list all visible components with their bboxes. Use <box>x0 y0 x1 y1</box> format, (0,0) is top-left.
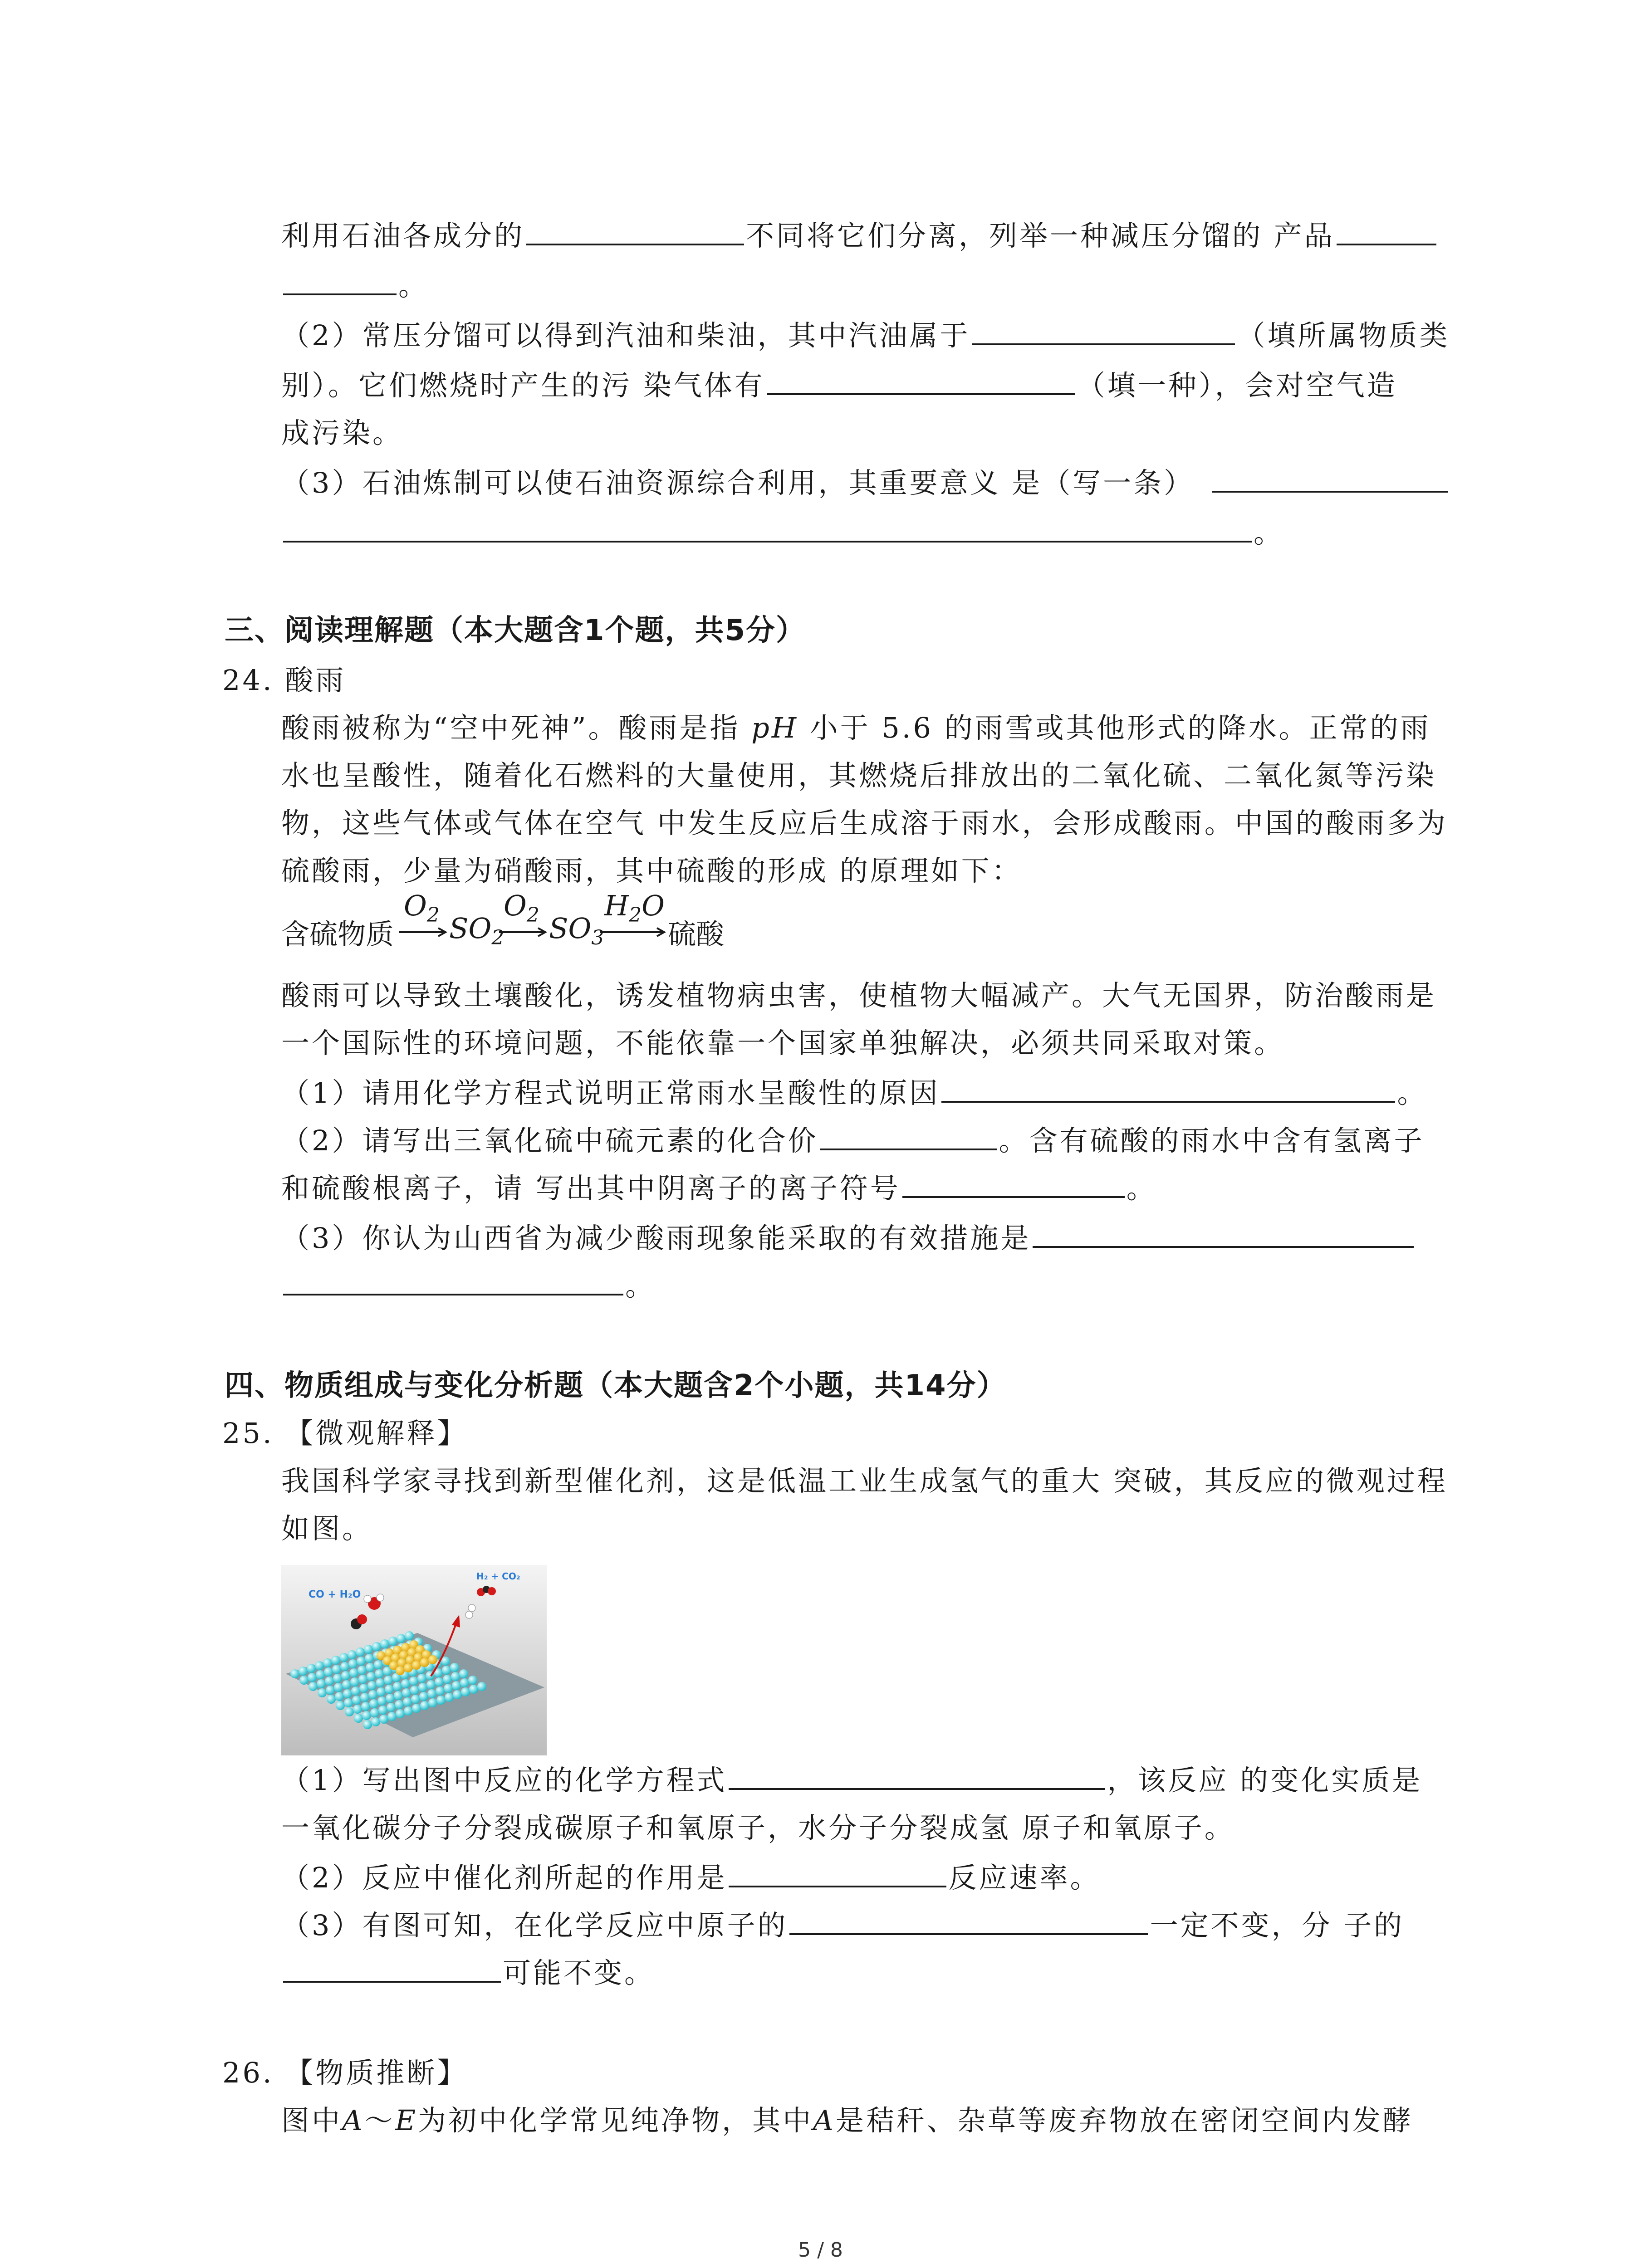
support-atom <box>367 1672 376 1681</box>
text-line: 物，这些气体或气体在空气 中发生反应后生成溶于雨水，会形成酸雨。中国的酸雨多为 <box>281 807 1448 840</box>
support-atom <box>331 1656 340 1665</box>
text-line: 别）。它们燃烧时产生的污 染气体有 （填一种），会对空气造 <box>281 365 1397 406</box>
support-atom <box>402 1688 411 1697</box>
text-line: 酸雨被称为“空中死神”。酸雨是指 pH 小于 5.6 的雨雪或其他形式的降水。正常的雨 <box>281 711 1431 744</box>
text-line: 和硫酸根离子，请 写出其中阴离子的离子符号 。 <box>281 1168 1157 1209</box>
support-atom <box>393 1682 402 1691</box>
support-atom <box>365 1654 374 1663</box>
support-atom <box>460 1678 469 1687</box>
support-atom <box>369 1699 378 1708</box>
support-atom <box>380 1639 389 1648</box>
gold-atom <box>396 1666 405 1675</box>
support-atom <box>443 1675 452 1684</box>
support-atom <box>299 1667 308 1676</box>
answer-blank[interactable] <box>789 1905 1148 1935</box>
support-atom <box>364 1645 373 1654</box>
support-atom <box>395 1700 404 1709</box>
support-atom <box>358 1666 367 1675</box>
support-atom <box>426 1680 436 1689</box>
support-atom <box>362 1711 371 1720</box>
support-atom <box>445 1693 454 1702</box>
support-atom <box>370 1708 379 1717</box>
text-line: 图中A～E为初中化学常见纯净物，其中A是秸秆、杂草等废弃物放在密闭空间内发酵 <box>281 2104 1413 2137</box>
figure-label-reactants: CO + H₂O <box>309 1589 361 1600</box>
support-atom <box>435 1677 444 1686</box>
hydrogen-atom <box>468 1604 475 1612</box>
reaction-arrow <box>498 925 548 939</box>
question-number: 26. 【物质推断】 <box>222 2056 468 2089</box>
support-atom <box>386 1694 395 1703</box>
page-number: 5 / 8 <box>798 2239 843 2262</box>
answer-blank[interactable] <box>941 1073 1395 1103</box>
support-atom <box>444 1684 453 1693</box>
answer-blank[interactable] <box>283 513 1252 543</box>
support-atom <box>323 1658 332 1667</box>
support-atom <box>325 1677 334 1686</box>
question-number: 24. 酸雨 <box>222 664 346 697</box>
support-atom <box>350 1677 359 1686</box>
support-atom <box>354 1714 363 1723</box>
support-atom <box>339 1653 348 1662</box>
support-atom <box>404 1706 413 1716</box>
text-line: 利用石油各成分的 不同将它们分离，列举一种减压分馏的 产品 <box>281 215 1438 256</box>
support-atom <box>334 1683 343 1692</box>
support-atom <box>417 1674 426 1683</box>
text-line: 。 <box>281 265 429 306</box>
support-atom <box>353 1705 362 1714</box>
support-atom <box>336 1701 345 1710</box>
support-atom <box>357 1657 366 1666</box>
support-atom <box>344 1698 353 1707</box>
support-atom <box>385 1685 394 1694</box>
text-line: 酸雨可以导致土壤酸化，诱发植物病虫害，使植物大幅减产。大气无国界，防治酸雨是 <box>281 979 1437 1012</box>
support-atom <box>411 1695 420 1704</box>
support-atom <box>403 1697 412 1706</box>
support-atom <box>377 1687 386 1696</box>
hydrogen-atom <box>377 1594 384 1601</box>
support-atom <box>379 1715 388 1724</box>
support-atom <box>453 1690 462 1699</box>
answer-blank[interactable] <box>729 1760 1105 1790</box>
support-atom <box>327 1695 336 1704</box>
support-atom <box>427 1689 436 1698</box>
text-line: 如图。 <box>281 1512 373 1545</box>
support-atom <box>332 1665 341 1674</box>
text-line: 可能不变。 <box>281 1953 655 1994</box>
text-line: （3）石油炼制可以使石油资源综合利用，其重要意义 是（写一条） <box>281 463 1450 503</box>
support-atom <box>420 1701 429 1710</box>
support-atom <box>371 1717 380 1726</box>
support-atom <box>397 1634 406 1643</box>
gold-atom <box>428 1655 437 1664</box>
support-atom <box>351 1686 360 1696</box>
support-atom <box>358 1675 367 1684</box>
reaction-arrow <box>599 925 667 939</box>
text-line: （3）有图可知，在化学反应中原子的 一定不变，分 子的 <box>281 1905 1404 1946</box>
support-atom <box>324 1667 333 1677</box>
text-line: 。 <box>281 1266 656 1306</box>
answer-blank[interactable] <box>1033 1218 1414 1248</box>
catalyst-reaction-figure <box>281 1565 547 1755</box>
text-line: 成污染。 <box>281 416 403 450</box>
support-atom <box>315 1661 324 1670</box>
section-heading: 四、物质组成与变化分析题（本大题含2个小题，共14分） <box>225 1369 1007 1403</box>
support-atom <box>308 1673 317 1682</box>
support-atom <box>342 1680 351 1689</box>
support-atom <box>361 1702 370 1711</box>
answer-blank[interactable] <box>283 265 397 295</box>
support-atom <box>409 1677 418 1686</box>
support-atom <box>436 1696 446 1705</box>
support-atom <box>428 1698 437 1707</box>
support-atom <box>317 1679 326 1688</box>
support-atom <box>377 1696 387 1706</box>
arrow-label-h2o: $H_2O$ <box>604 889 665 927</box>
support-atom <box>388 1637 397 1646</box>
answer-blank[interactable] <box>902 1168 1125 1198</box>
support-atom <box>345 1707 354 1716</box>
support-atom <box>410 1686 419 1695</box>
support-atom <box>378 1706 387 1715</box>
support-atom <box>461 1687 470 1696</box>
support-atom <box>333 1674 342 1683</box>
support-atom <box>419 1692 428 1701</box>
support-atom <box>436 1686 445 1696</box>
answer-blank[interactable] <box>820 1120 997 1150</box>
gold-atom <box>404 1663 413 1672</box>
support-atom <box>450 1663 459 1672</box>
support-atom <box>366 1663 375 1672</box>
support-atom <box>469 1685 478 1694</box>
formula-so3: $SO_3$ <box>549 912 604 949</box>
support-atom <box>384 1676 393 1685</box>
support-atom <box>348 1650 357 1659</box>
text-line: （2）请写出三氧化硫中硫元素的化合价 。含有硫酸的雨水中含有氢离子 <box>281 1120 1424 1161</box>
answer-blank[interactable] <box>767 365 1075 395</box>
support-atom <box>396 1709 405 1718</box>
support-atom <box>340 1662 349 1671</box>
text-line: （2）反应中催化剂所起的作用是 反应速率。 <box>281 1857 1100 1898</box>
text-line: 一个国际性的环境问题，不能依靠一个国家单独解决，必须共同采取对策。 <box>281 1026 1285 1060</box>
answer-blank[interactable] <box>283 1266 623 1295</box>
figure-label-products: H₂ + CO₂ <box>476 1571 520 1582</box>
support-atom <box>412 1704 421 1713</box>
support-atom <box>316 1670 325 1679</box>
arrow-label-o2: $O_2$ <box>404 889 440 927</box>
support-atom <box>352 1696 361 1705</box>
answer-blank[interactable] <box>972 315 1235 345</box>
text-line: （3）你认为山西省为减少酸雨现象能采取的有效措施是 <box>281 1218 1416 1259</box>
text-line: 我国科学家寻找到新型催化剂，这是低温工业生成氢气的重大 突破，其反应的微观过程 <box>281 1464 1448 1497</box>
support-atom <box>363 1720 372 1729</box>
support-atom <box>401 1679 410 1688</box>
chain-start: 含硫物质 <box>281 918 394 951</box>
support-atom <box>418 1683 427 1692</box>
support-atom <box>307 1664 316 1673</box>
gold-atom <box>412 1661 421 1670</box>
support-atom <box>368 1690 377 1699</box>
text-line: 硫酸雨，少量为硝酸雨，其中硫酸的形成 的原理如下： <box>281 854 1022 887</box>
text-line: （2）常压分馏可以得到汽油和柴油，其中汽油属于 （填所属物质类 <box>281 315 1450 356</box>
oxygen-atom <box>357 1614 367 1624</box>
support-atom <box>326 1686 335 1695</box>
support-atom <box>341 1671 350 1680</box>
support-atom <box>394 1691 403 1700</box>
support-atom <box>374 1660 383 1669</box>
text-line: 一氧化碳分子分裂成碳原子和氧原子，水分子分裂成氢 原子和氧原子。 <box>281 1811 1235 1844</box>
support-atom <box>309 1682 318 1691</box>
question-number: 25. 【微观解释】 <box>222 1417 468 1450</box>
support-atom <box>290 1669 299 1678</box>
answer-blank[interactable] <box>1212 463 1448 493</box>
support-atom <box>451 1672 460 1681</box>
support-atom <box>477 1682 486 1691</box>
support-atom <box>335 1692 344 1701</box>
gold-atom <box>420 1658 429 1667</box>
oxygen-atom <box>488 1587 496 1595</box>
support-atom <box>372 1642 381 1651</box>
text-line: （1）写出图中反应的化学方程式 ，该反应 的变化实质是 <box>281 1760 1422 1801</box>
answer-blank[interactable] <box>1337 215 1436 245</box>
chain-end: 硫酸 <box>668 918 725 951</box>
support-atom <box>376 1678 385 1687</box>
text-line: 水也呈酸性，随着化石燃料的大量使用，其燃烧后排放出的二氧化硫、二氧化氮等污染 <box>281 759 1437 792</box>
support-atom <box>360 1693 369 1702</box>
support-atom <box>318 1688 327 1697</box>
support-atom <box>375 1669 384 1678</box>
support-atom <box>452 1681 461 1690</box>
support-atom <box>299 1676 309 1685</box>
support-atom <box>349 1668 358 1677</box>
hydrogen-atom <box>465 1611 473 1618</box>
section-heading: 三、阅读理解题（本大题含1个题，共5分） <box>225 614 806 647</box>
text-line: 。 <box>281 513 1284 553</box>
reaction-arrow <box>398 925 448 939</box>
support-atom <box>442 1666 451 1675</box>
answer-blank[interactable] <box>283 1953 501 1983</box>
formula-so2: $SO_2$ <box>449 912 505 949</box>
support-atom <box>468 1676 477 1685</box>
support-atom <box>387 1703 396 1712</box>
support-atom <box>348 1659 358 1668</box>
support-atom <box>359 1684 368 1693</box>
support-atom <box>367 1681 377 1690</box>
support-atom <box>405 1631 414 1640</box>
arrow-label-o2: $O_2$ <box>504 889 539 927</box>
support-atom <box>387 1712 397 1721</box>
hydrogen-atom <box>364 1595 371 1603</box>
support-atom <box>459 1669 468 1678</box>
answer-blank[interactable] <box>729 1857 946 1887</box>
answer-blank[interactable] <box>526 215 744 245</box>
support-atom <box>356 1647 365 1657</box>
support-atom <box>343 1689 352 1698</box>
text-line: （1）请用化学方程式说明正常雨水呈酸性的原因 。 <box>281 1073 1427 1114</box>
